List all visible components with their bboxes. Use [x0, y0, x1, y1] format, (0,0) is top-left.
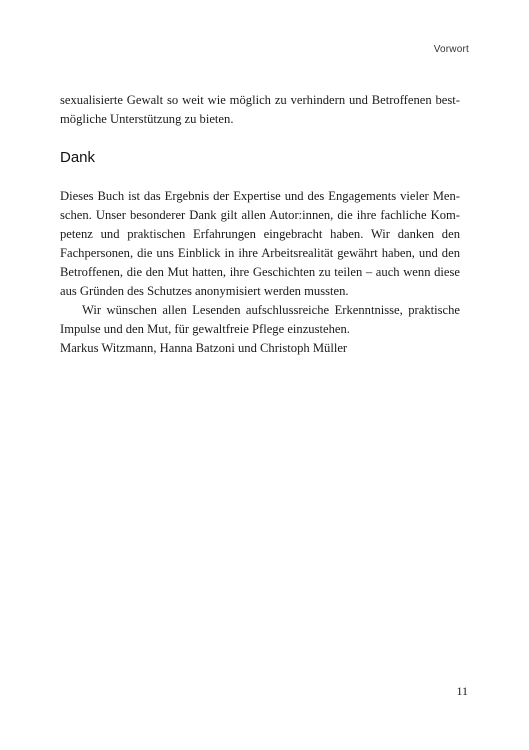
signature-names: Markus Witzmann, Hanna Batzoni und Christoph Müller	[60, 341, 348, 355]
text-line: aus Gründen des Schutzes anonymisiert werden mussten.	[60, 284, 349, 298]
section-heading: Dank	[60, 149, 96, 166]
text-line: petenz und praktischen Erfahrungen eingebracht haben. Wir danken den	[60, 227, 460, 241]
page-number: 11	[456, 684, 468, 698]
text-line: Betroffenen, die den Mut hatten, ihre Geschichten zu teilen – auch wenn diese	[60, 265, 460, 279]
text-line: schen. Unser besonderer Dank gilt allen Autor:innen, die ihre fachliche Kom-	[60, 208, 460, 222]
running-header: Vorwort	[433, 44, 469, 55]
text-line: Fachpersonen, die uns Einblick in ihre Arbeitsrealität gewährt haben, und den	[60, 246, 460, 260]
text-line: mögliche Unterstützung zu bieten.	[60, 112, 234, 126]
paragraph-thanks	[60, 187, 460, 301]
intro-paragraph	[60, 91, 460, 129]
text-line: Wir wünschen allen Lesenden aufschlussreiche Erkenntnisse, praktische	[82, 303, 460, 317]
text-line: Impulse und den Mut, für gewaltfreie Pflege einzustehen.	[60, 322, 350, 336]
signature	[60, 339, 460, 358]
text-line: sexualisierte Gewalt so weit wie möglich zu verhindern und Betroffenen best-	[60, 93, 460, 107]
paragraph-wishes	[60, 301, 460, 339]
body-text	[60, 187, 460, 339]
text-line: Dieses Buch ist das Ergebnis der Expertise und des Engagements vieler Men-	[60, 189, 460, 203]
